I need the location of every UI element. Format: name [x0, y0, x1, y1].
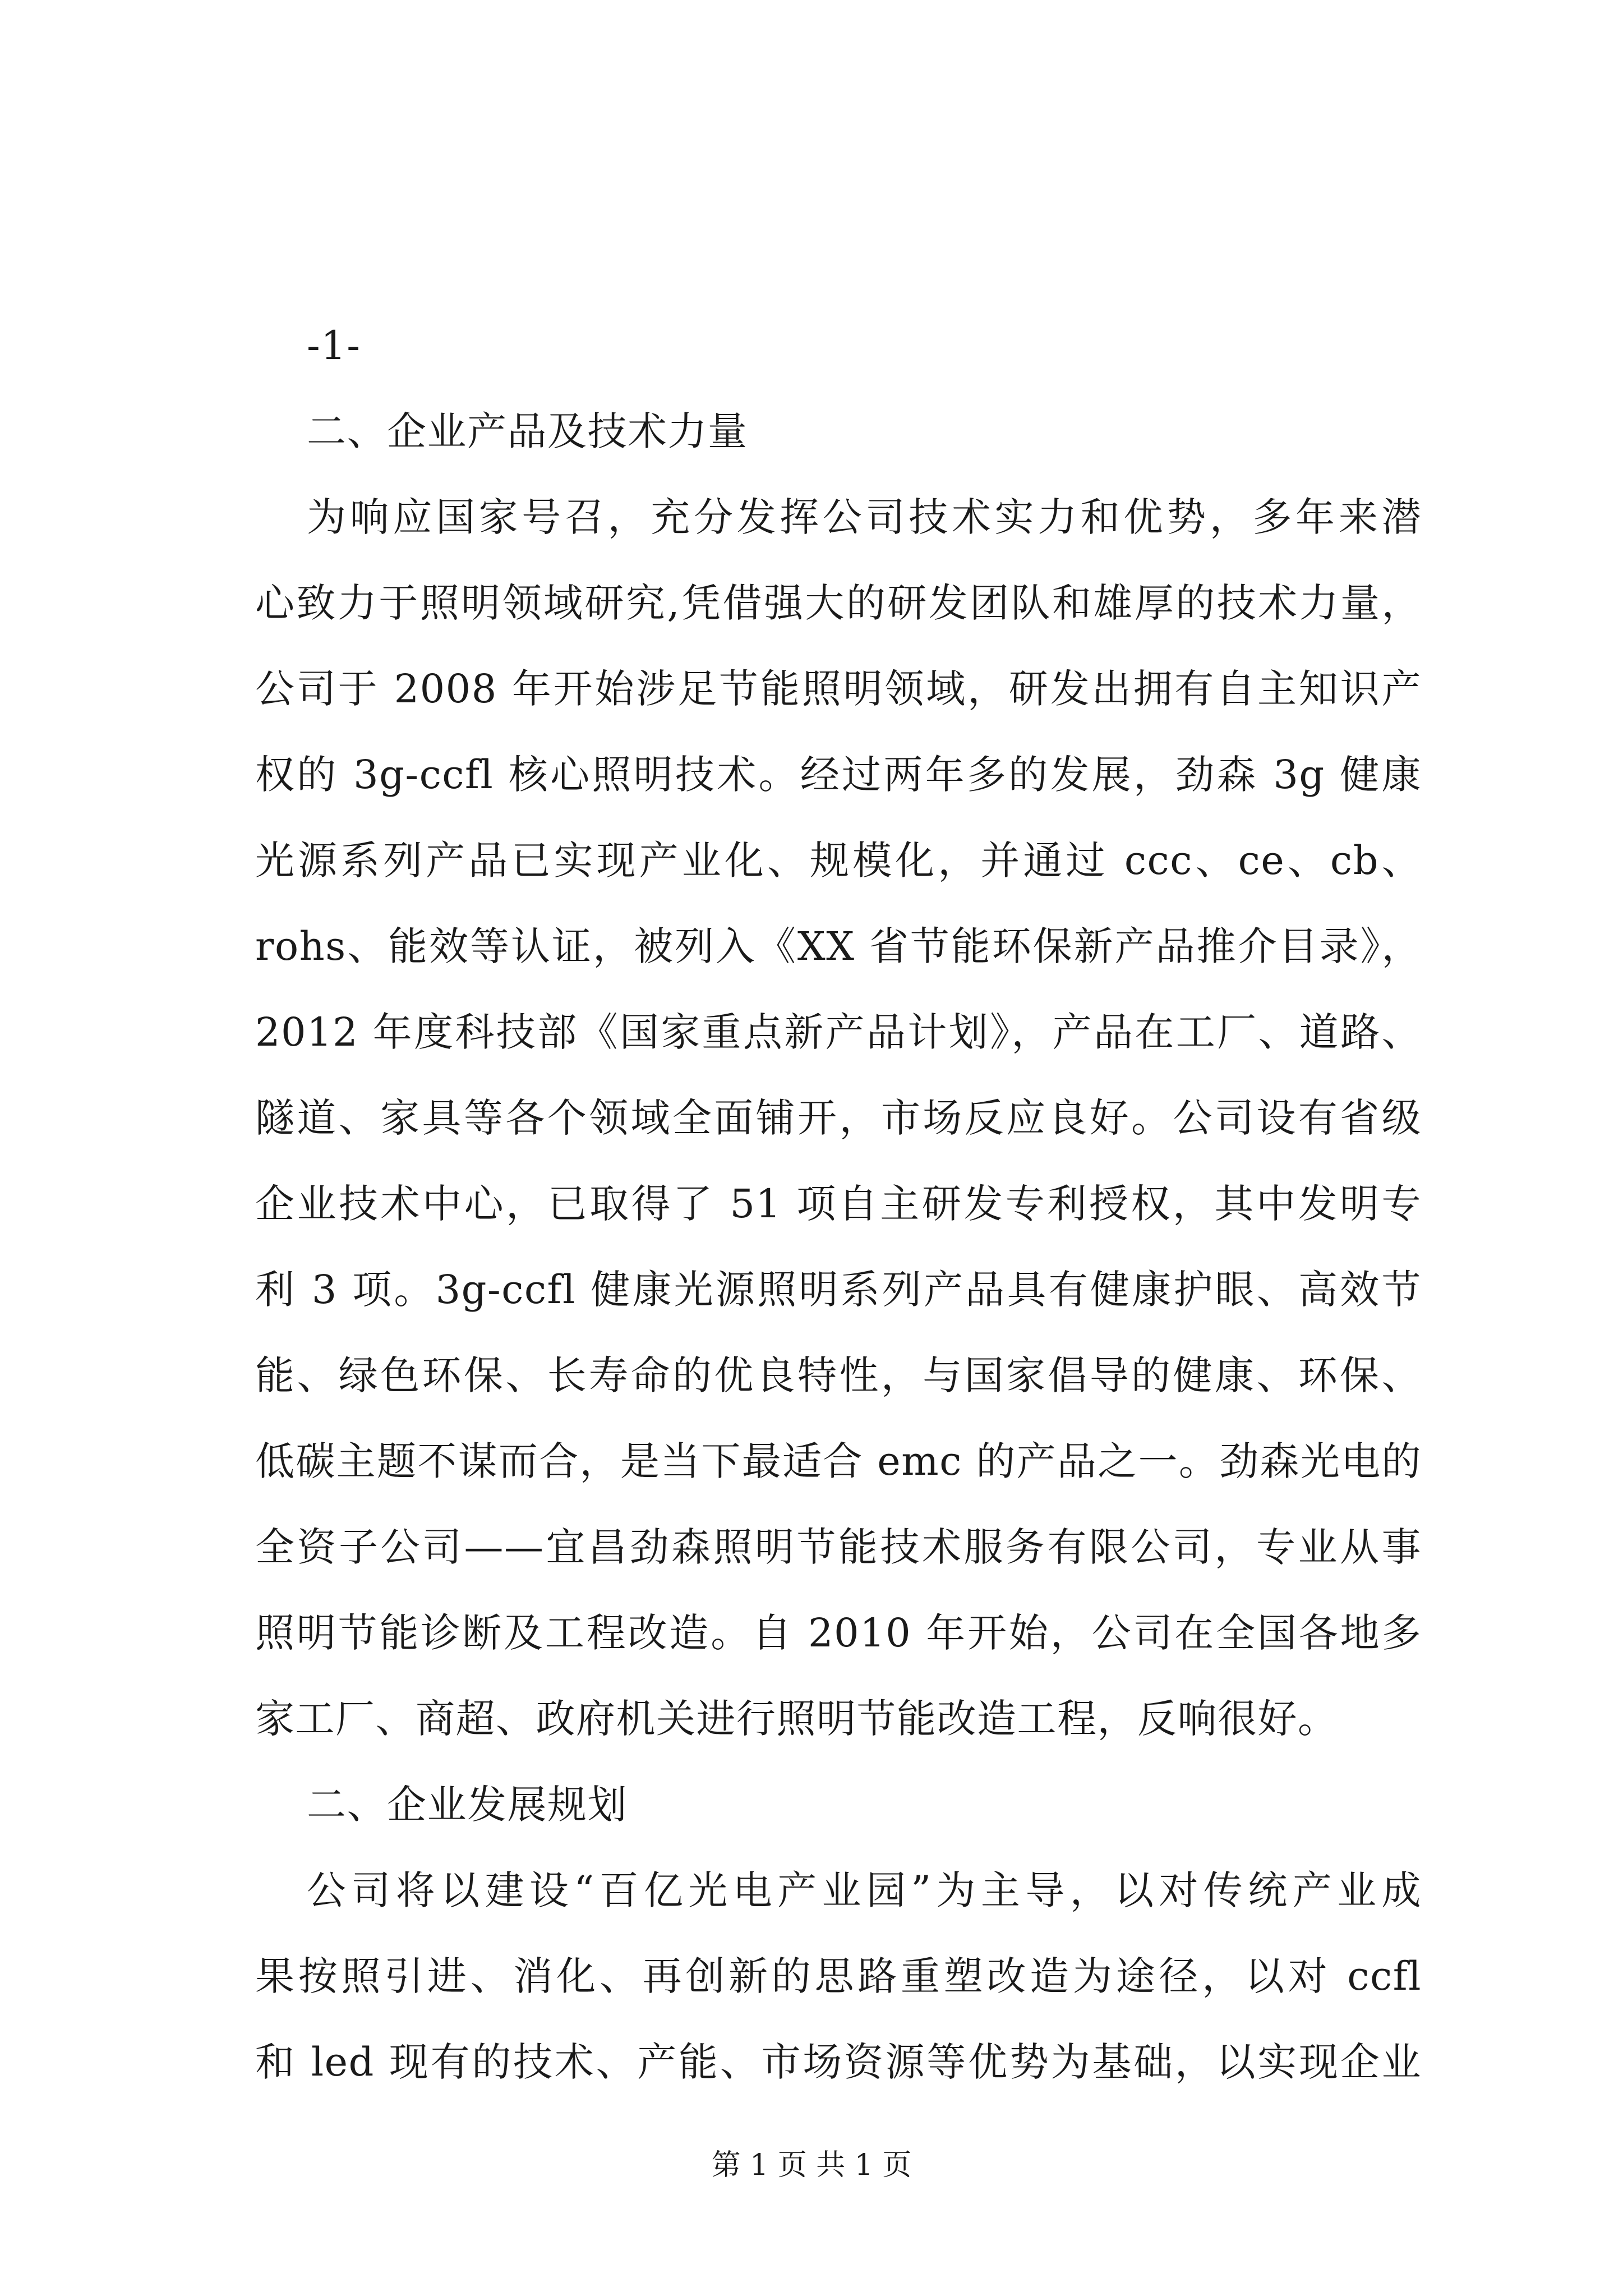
- paragraph-line: 果按照引进、消化、再创新的思路重塑改造为途径，以对 ccfl: [255, 1953, 1422, 1999]
- paragraph-line: 全资子公司——宜昌劲森照明节能技术服务有限公司，专业从事: [255, 1524, 1422, 1570]
- paragraph-line: 照明节能诊断及工程改造。自 2010 年开始，公司在全国各地多: [255, 1610, 1422, 1656]
- paragraph-line: 心致力于照明领域研究,凭借强大的研发团队和雄厚的技术力量，: [255, 580, 1422, 626]
- paragraph-line: 家工厂、商超、政府机关进行照明节能改造工程，反响很好。: [255, 1696, 1338, 1742]
- paragraph-line: 光源系列产品已实现产业化、规模化，并通过 ccc、ce、cb、: [255, 838, 1422, 884]
- paragraph-line: 企业技术中心，已取得了 51 项自主研发专利授权，其中发明专: [255, 1181, 1422, 1227]
- paragraph-line: 隧道、家具等各个领域全面铺开，市场反应良好。公司设有省级: [255, 1095, 1422, 1141]
- section-heading-products: 二、企业产品及技术力量: [307, 408, 748, 454]
- document-body: [255, 303, 1422, 2105]
- page-marker: -1-: [307, 323, 361, 369]
- paragraph-line: 为响应国家号召，充分发挥公司技术实力和优势，多年来潜: [307, 494, 1422, 540]
- paragraph-line: 能、绿色环保、长寿命的优良特性，与国家倡导的健康、环保、: [255, 1352, 1422, 1398]
- paragraph-line: 利 3 项。3g-ccfl 健康光源照明系列产品具有健康护眼、高效节: [255, 1267, 1422, 1313]
- paragraph-line: 公司于 2008 年开始涉足节能照明领域，研发出拥有自主知识产: [255, 666, 1422, 712]
- paragraph-line: 权的 3g-ccfl 核心照明技术。经过两年多的发展，劲森 3g 健康: [255, 752, 1422, 798]
- page-footer: 第 1 页 共 1 页: [711, 2148, 912, 2182]
- paragraph-line: 低碳主题不谋而合，是当下最适合 emc 的产品之一。劲森光电的: [255, 1438, 1422, 1484]
- paragraph-line: rohs、能效等认证，被列入《XX 省节能环保新产品推介目录》，: [255, 923, 1422, 969]
- paragraph-line: 2012 年度科技部《国家重点新产品计划》，产品在工厂、道路、: [255, 1009, 1422, 1055]
- paragraph-line: 公司将以建设“百亿光电产业园”为主导，以对传统产业成: [307, 1867, 1422, 1913]
- paragraph-line: 和 led 现有的技术、产能、市场资源等优势为基础，以实现企业: [255, 2039, 1422, 2085]
- section-heading-planning: 二、企业发展规划: [307, 1782, 628, 1828]
